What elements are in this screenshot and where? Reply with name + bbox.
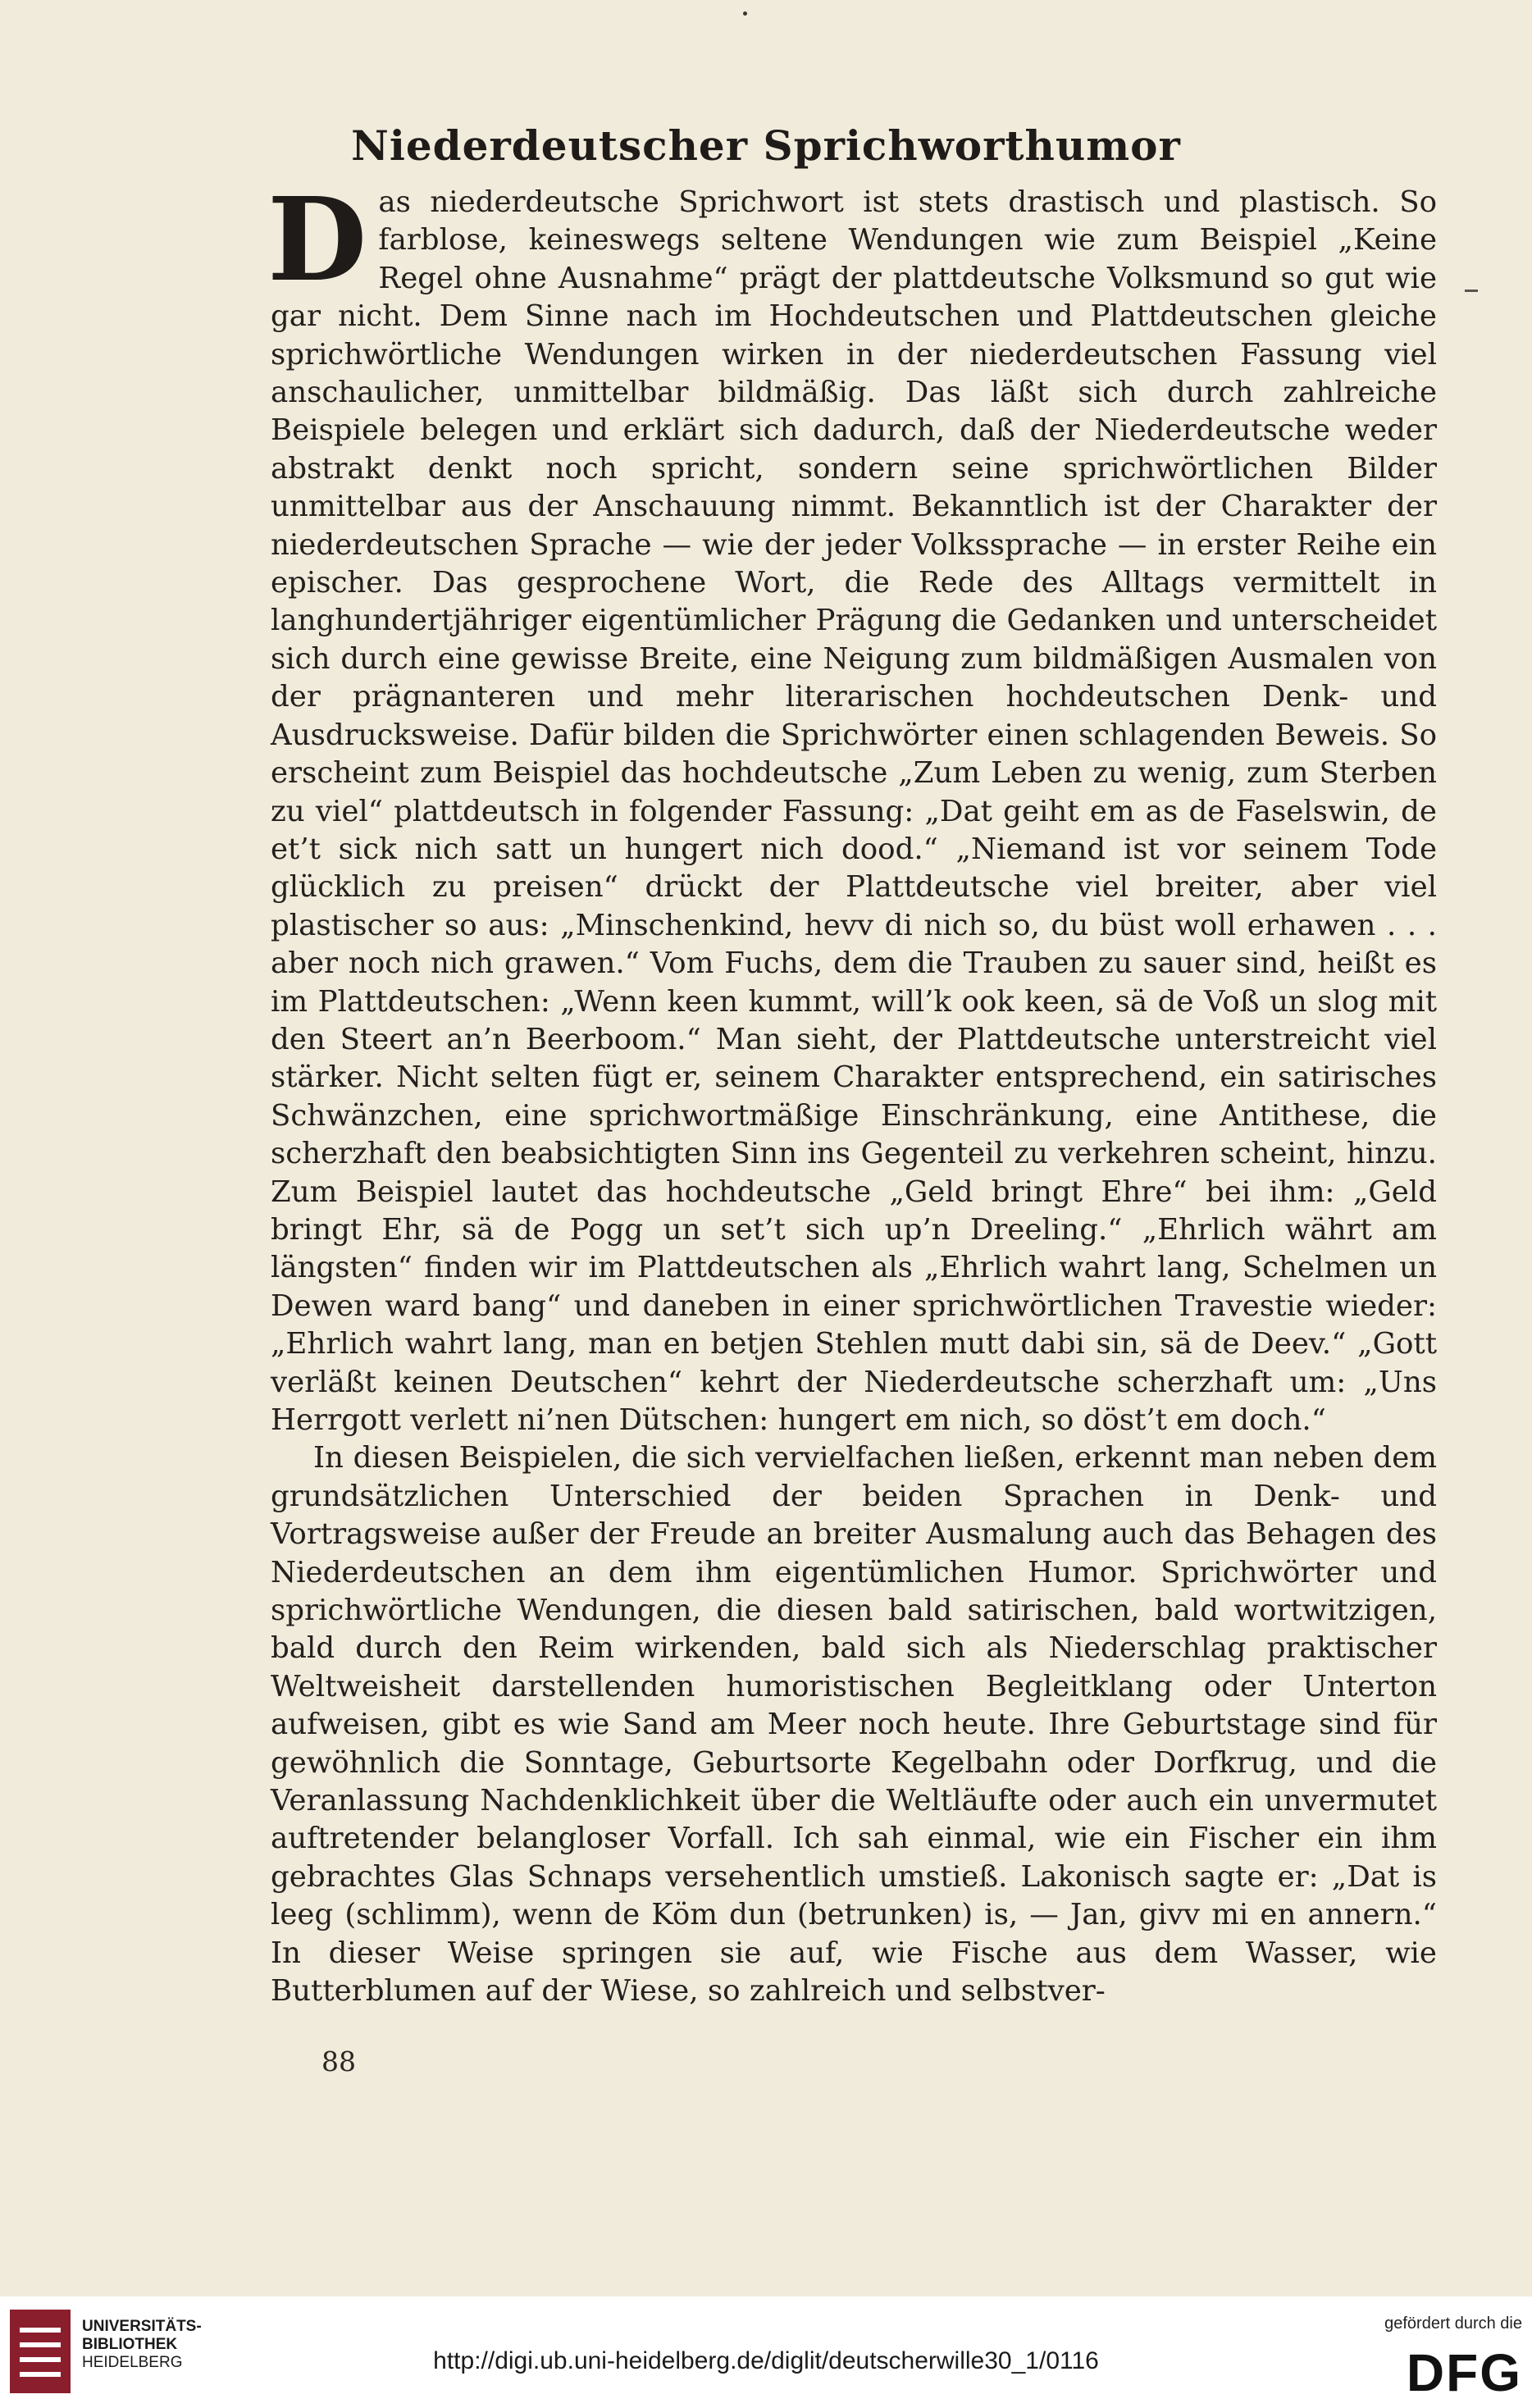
page-number: 88 bbox=[321, 2045, 356, 2077]
paragraph-1 bbox=[267, 173, 1437, 1439]
article-body bbox=[267, 173, 1437, 2011]
paragraph-2: In diesen Beispielen, die sich vervielfachen ließen, erkennt man neben dem grundsätzlichen Unterschied der beiden Sprachen in Denk- und Vortragsweise außer der Freude an breiter Ausmalung auch das Behagen des Niederdeutschen an dem ihm eigentümlichen Humor. Sprichwörter und sprichwörtliche Wendungen, die diesen bald satirischen, bald wortwitzigen, bald durch den Reim wirkenden, bald sich als Niederschlag praktischer Weltweisheit darstellenden humoristischen Begleitklang oder Unterton aufweisen, gibt es wie Sand am Meer noch heute. Ihre Geburtstage sind für gewöhnlich die Sonntage, Geburtsorte Kegelbahn oder Dorfkrug, und die Veranlassung Nachdenklichkeit über die Weltläufte oder auch ein unvermutet auftretender belangloser Vorfall. Ich sah einmal, wie ein Fischer ein ihm gebrachtes Glas Schnaps versehentlich umstieß. Lakonisch sagte er: „Dat is leeg (schlimm), wenn de Köm dun (betrunken) is, — Jan, givv mi en annern.“ In dieser Weise springen sie auf, wie Fische aus dem Wasser, wie Butterblumen auf der Wiese, so zahlreich und selbstver- bbox=[271, 1441, 1437, 2009]
permalink-url[interactable]: http://digi.ub.uni-heidelberg.de/diglit/deutscherwille30_1/0116 bbox=[433, 2347, 1099, 2374]
library-line-1: UNIVERSITÄTS- bbox=[82, 2318, 202, 2335]
library-line-2: BIBLIOTHEK bbox=[82, 2336, 178, 2353]
page-dot bbox=[743, 11, 747, 16]
margin-mark bbox=[1465, 290, 1478, 292]
paragraph-1-text: as niederdeutsche Sprichwort ist stets drastisch und plastisch. So farblose, keineswegs seltene Wendungen wie zum Beispiel „Keine Regel ohne Ausnahme“ prägt der plattdeutsche Volksmund so gut wie gar nicht. Dem Sinne nach im Hochdeutschen und Plattdeutschen gleiche sprichwörtliche Wendungen wirken in der niederdeutschen Fassung viel anschaulicher, unmittelbar bildmäßig. Das läßt sich durch zahlreiche Beispiele belegen und erklärt sich dadurch, daß der Niederdeutsche weder abstrakt denkt noch spricht, sondern seine sprichwörtlichen Bilder unmittelbar aus der Anschauung nimmt. Bekanntlich ist der Charakter der niederdeutschen Sprache — wie der jeder Volkssprache — in erster Reihe ein epischer. Das gesprochene Wort, die Rede des Alltags vermittelt in langhundertjähriger eigentümlicher Prägung die Gedanken und unterscheidet sich durch eine gewisse Breite, eine Neigung zum bildmäßigen Ausmalen von der prägnanteren und mehr literarischen hochdeutschen Denk- und Ausdrucksweise. Dafür bilden die Sprichwörter einen schlagenden Beweis. So erscheint zum Beispiel das hochdeutsche „Zum Leben zu wenig, zum Sterben zu viel“ plattdeutsch in folgender Fassung: „Dat geiht em as de Faselswin, de et’t sick nich satt un hungert nich dood.“ „Niemand ist vor seinem Tode glücklich zu preisen“ drückt der Plattdeutsche viel breiter, aber viel plastischer so aus: „Minschenkind, hevv di nich so, du büst woll erhawen . . . aber noch nich grawen.“ Vom Fuchs, dem die Trauben zu sauer sind, heißt es im Plattdeutschen: „Wenn keen kummt, will’k ook keen, sä de Voß un slog mit den Steert an’n Beerboom.“ Man sieht, der Plattdeutsche unterstreicht viel stärker. Nicht selten fügt er, seinem Charakter entsprechend, ein satirisches Schwänzchen, eine sprichwortmäßige Einschränkung, eine Antithese, die scherzhaft den beabsichtigten Sinn ins Gegenteil zu verkehren scheint, hinzu. Zum Beispiel lautet das hochdeutsche „Geld bringt Ehre“ bei ihm: „Geld bringt Ehr, sä de Pogg un set’t sich up’n Dreeling.“ „Ehrlich währt am längsten“ finden wir im Plattdeutschen als „Ehrlich wahrt lang, Schelmen un Dewen ward bang“ und daneben in einer sprichwörtlichen Travestie wieder: „Ehrlich wahrt lang, man en betjen Stehlen mutt dabi sin, sä de Deev.“ „Gott verläßt keinen Deutschen“ kehrt der Niederdeutsche scherzhaft um: „Uns Herrgott verlett ni’nen Dütschen: hungert em nich, so döst’t em doch.“ bbox=[271, 185, 1437, 1437]
funder-caption: gefördert durch die bbox=[1384, 2315, 1522, 2333]
article-title: Niederdeutscher Sprichworthumor bbox=[351, 121, 1181, 170]
drop-cap: D bbox=[267, 173, 367, 308]
dfg-logo[interactable]: DFG bbox=[1406, 2343, 1522, 2402]
library-line-3: HEIDELBERG bbox=[82, 2354, 183, 2371]
